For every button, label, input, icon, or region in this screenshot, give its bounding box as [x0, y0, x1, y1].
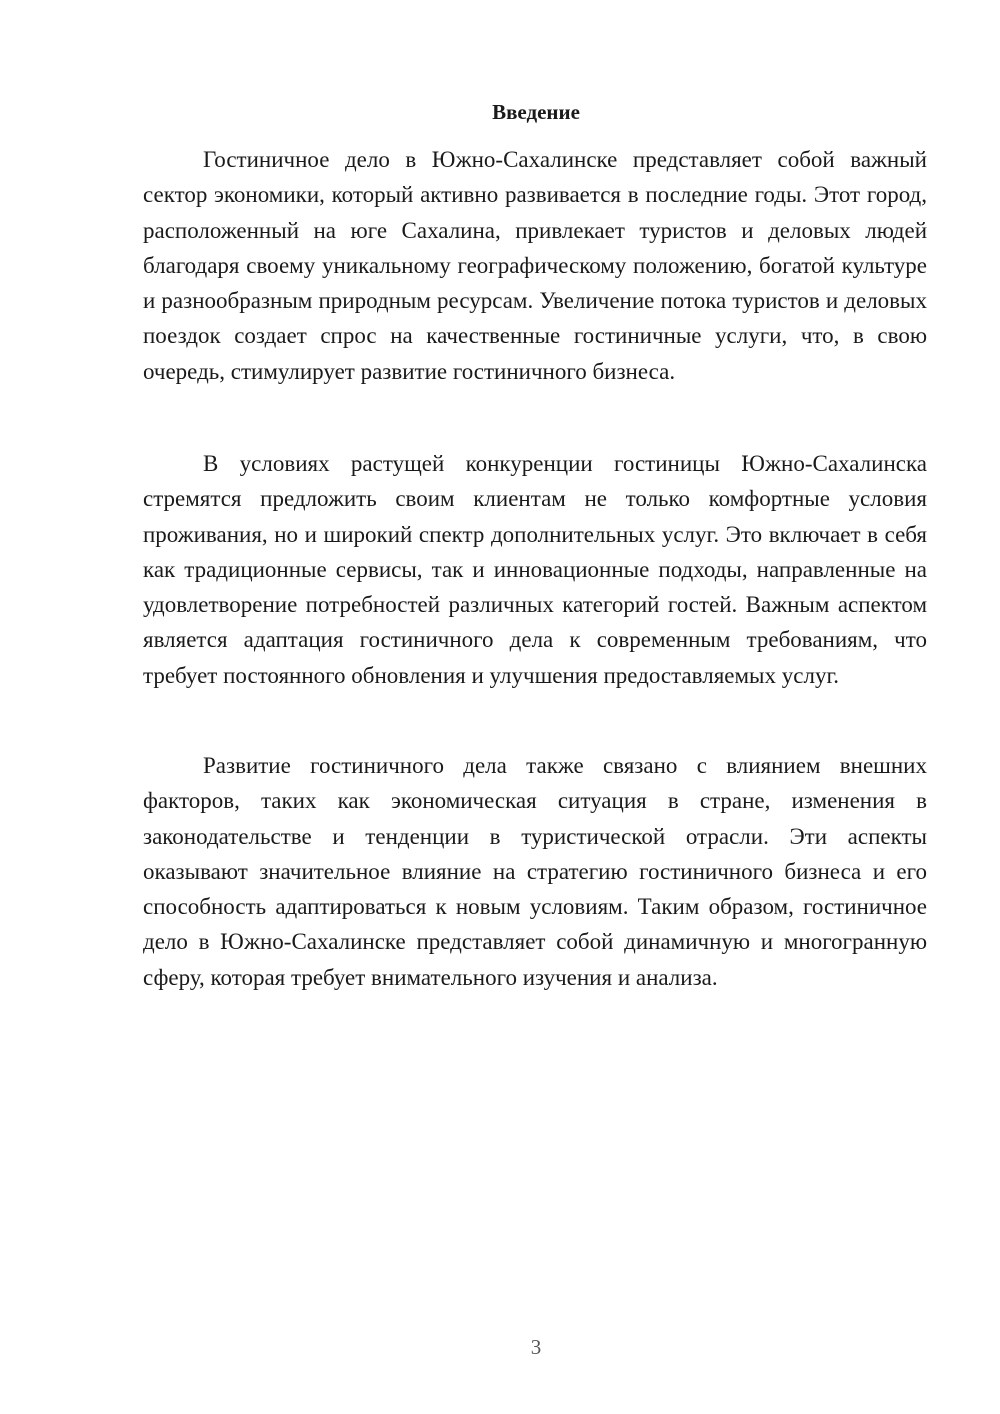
- paragraph-3: Развитие гостиничного дела также связано с влиянием внешних факторов, таких как экономическая ситуация в стране, изменения в законодательстве и тенденции в туристической отрасли. Эти аспекты оказывают значительное влияние на стратегию гостиничного бизнеса и его способность адаптироваться к новым условиям. Таким образом, гостиничное дело в Южно-Сахалинске представляет собой динамичную и многогранную сферу, которая требует внимательного изучения и анализа.: [143, 753, 927, 990]
- section-title: Введение: [492, 100, 580, 124]
- paragraph-1: Гостиничное дело в Южно-Сахалинске представляет собой важный сектор экономики, который активно развивается в последние годы. Этот город, расположенный на юге Сахалина, привлекает туристов и деловых людей благодаря своему уникальному географическому положению, богатой культуре и разнообразным природным ресурсам. Увеличение потока туристов и деловых поездок создает спрос на качественные гостиничные услуги, что, в свою очередь, стимулирует развитие гостиничного бизнеса.: [143, 147, 927, 384]
- paragraph-2: В условиях растущей конкуренции гостиницы Южно-Сахалинска стремятся предложить своим клиентам не только комфортные условия проживания, но и широкий спектр дополнительных услуг. Это включает в себя как традиционные сервисы, так и инновационные подходы, направленные на удовлетворение потребностей различных категорий гостей. Важным аспектом является адаптация гостиничного дела к современным требованиям, что требует постоянного обновления и улучшения предоставляемых услуг.: [143, 451, 927, 688]
- page-number: 3: [530, 1335, 542, 1359]
